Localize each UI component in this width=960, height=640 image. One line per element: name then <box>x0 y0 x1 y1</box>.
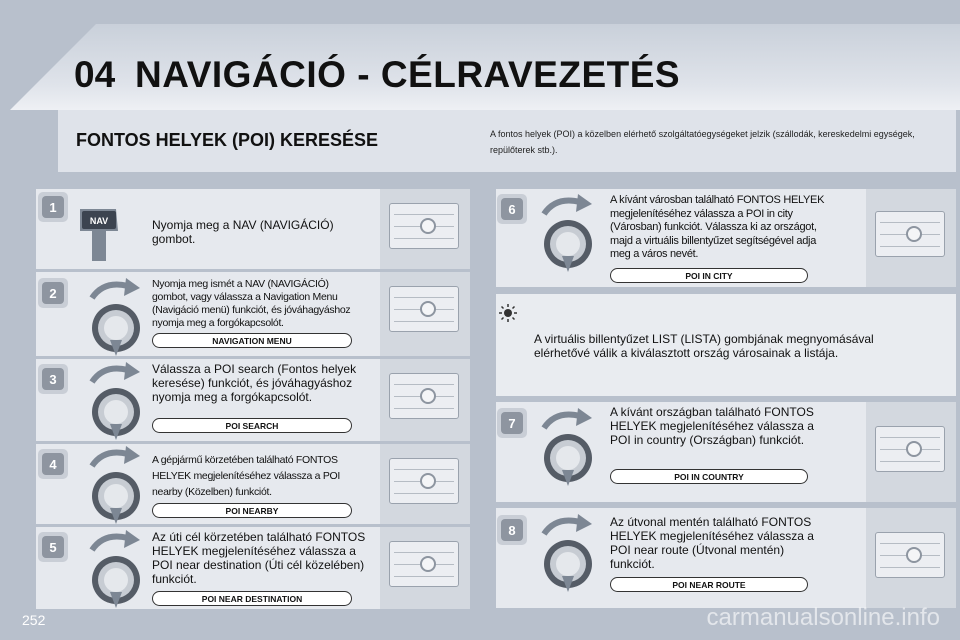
menu-label-poi-nearby: POI NEARBY <box>152 503 352 518</box>
step-badge-1: 1 <box>38 192 68 222</box>
control-unit-photo <box>866 402 956 502</box>
step-badge-3: 3 <box>38 364 68 394</box>
control-unit-photo <box>380 359 470 441</box>
control-unit-photo <box>380 189 470 269</box>
step-badge-6: 6 <box>497 194 527 224</box>
step-badge-8: 8 <box>497 515 527 545</box>
step-text-1: Nyomja meg a NAV (NAVIGÁCIÓ) gombot. <box>152 218 334 246</box>
menu-label-poi-near-destination: POI NEAR DESTINATION <box>152 591 352 606</box>
control-unit-photo <box>380 444 470 524</box>
step-badge-4: 4 <box>38 449 68 479</box>
step-text-4: A gépjármű körzetében található FONTOS HELYEK megjelenítéséhez válassza a POI nearby (Közelben) funkciót. <box>152 454 341 498</box>
chapter-title: NAVIGÁCIÓ - CÉLRAVEZETÉS <box>135 54 681 95</box>
rotary-knob-icon <box>84 360 148 440</box>
rotary-knob-icon <box>536 192 600 272</box>
step-text-2: Nyomja meg ismét a NAV (NAVIGÁCIÓ) gombot, vagy válassza a Navigation Menu (Navigáció menü) funkciót, és jóváhagyáshoz nyomja meg a forgókapcsolót. <box>152 278 351 329</box>
menu-label-poi-in-city: POI IN CITY <box>610 268 808 283</box>
nav-button-icon <box>76 203 122 265</box>
menu-label-poi-near-route: POI NEAR ROUTE <box>610 577 808 592</box>
rotary-knob-icon <box>84 528 148 608</box>
section-intro: A fontos helyek (POI) a közelben elérhető szolgáltatóegységeket jelzik (szállodák, kereskedelmi egységek, repülőterek stb.). <box>490 129 915 155</box>
menu-label-navigation-menu: NAVIGATION MENU <box>152 333 352 348</box>
control-unit-photo <box>866 508 956 608</box>
control-unit-photo <box>866 189 956 287</box>
step-badge-7: 7 <box>497 408 527 438</box>
section-title: FONTOS HELYEK (POI) KERESÉSE <box>76 130 379 150</box>
page-number: 252 <box>22 612 46 628</box>
step-badge-5: 5 <box>38 532 68 562</box>
step-text-6: A kívánt városban található FONTOS HELYEK megjelenítéséhez válassza a POI in city (Városban) funkciót. Válassza ki az országot, majd a virtuális billentyűzet segítségével adja meg a város nevét. <box>610 194 825 260</box>
step-text-3: Válassza a POI search (Fontos helyek keresése) funkciót, és jóváhagyáshoz nyomja meg a forgókapcsolót. <box>152 362 357 404</box>
menu-label-poi-search: POI SEARCH <box>152 418 352 433</box>
tip-text: A virtuális billentyűzet LIST (LISTA) gombjának megnyomásával elérhetővé válik a kiválasztott ország városainak a listája. <box>534 332 874 360</box>
menu-label-poi-in-country: POI IN COUNTRY <box>610 469 808 484</box>
control-unit-photo <box>380 527 470 609</box>
rotary-knob-icon <box>84 444 148 524</box>
rotary-knob-icon <box>84 276 148 356</box>
step-text-8: Az útvonal mentén található FONTOS HELYEK megjelenítéséhez válassza a POI near route (Útvonal mentén) funkciót. <box>610 515 814 571</box>
step-text-7: A kívánt országban található FONTOS HELYEK megjelenítéséhez válassza a POI in country (Országban) funkciót. <box>610 405 814 447</box>
step-badge-2: 2 <box>38 278 68 308</box>
rotary-knob-icon <box>536 406 600 486</box>
step-text-5: Az úti cél körzetében található FONTOS HELYEK megjelenítéséhez válassza a POI near destination (Úti cél közelében) funkciót. <box>152 530 366 586</box>
svg-text:NAV: NAV <box>89 216 109 226</box>
control-unit-photo <box>380 272 470 356</box>
lightbulb-icon <box>498 303 518 323</box>
chapter-number: 04 <box>74 54 116 95</box>
watermark: carmanualsonline.info <box>706 604 940 631</box>
rotary-knob-icon <box>536 512 600 592</box>
